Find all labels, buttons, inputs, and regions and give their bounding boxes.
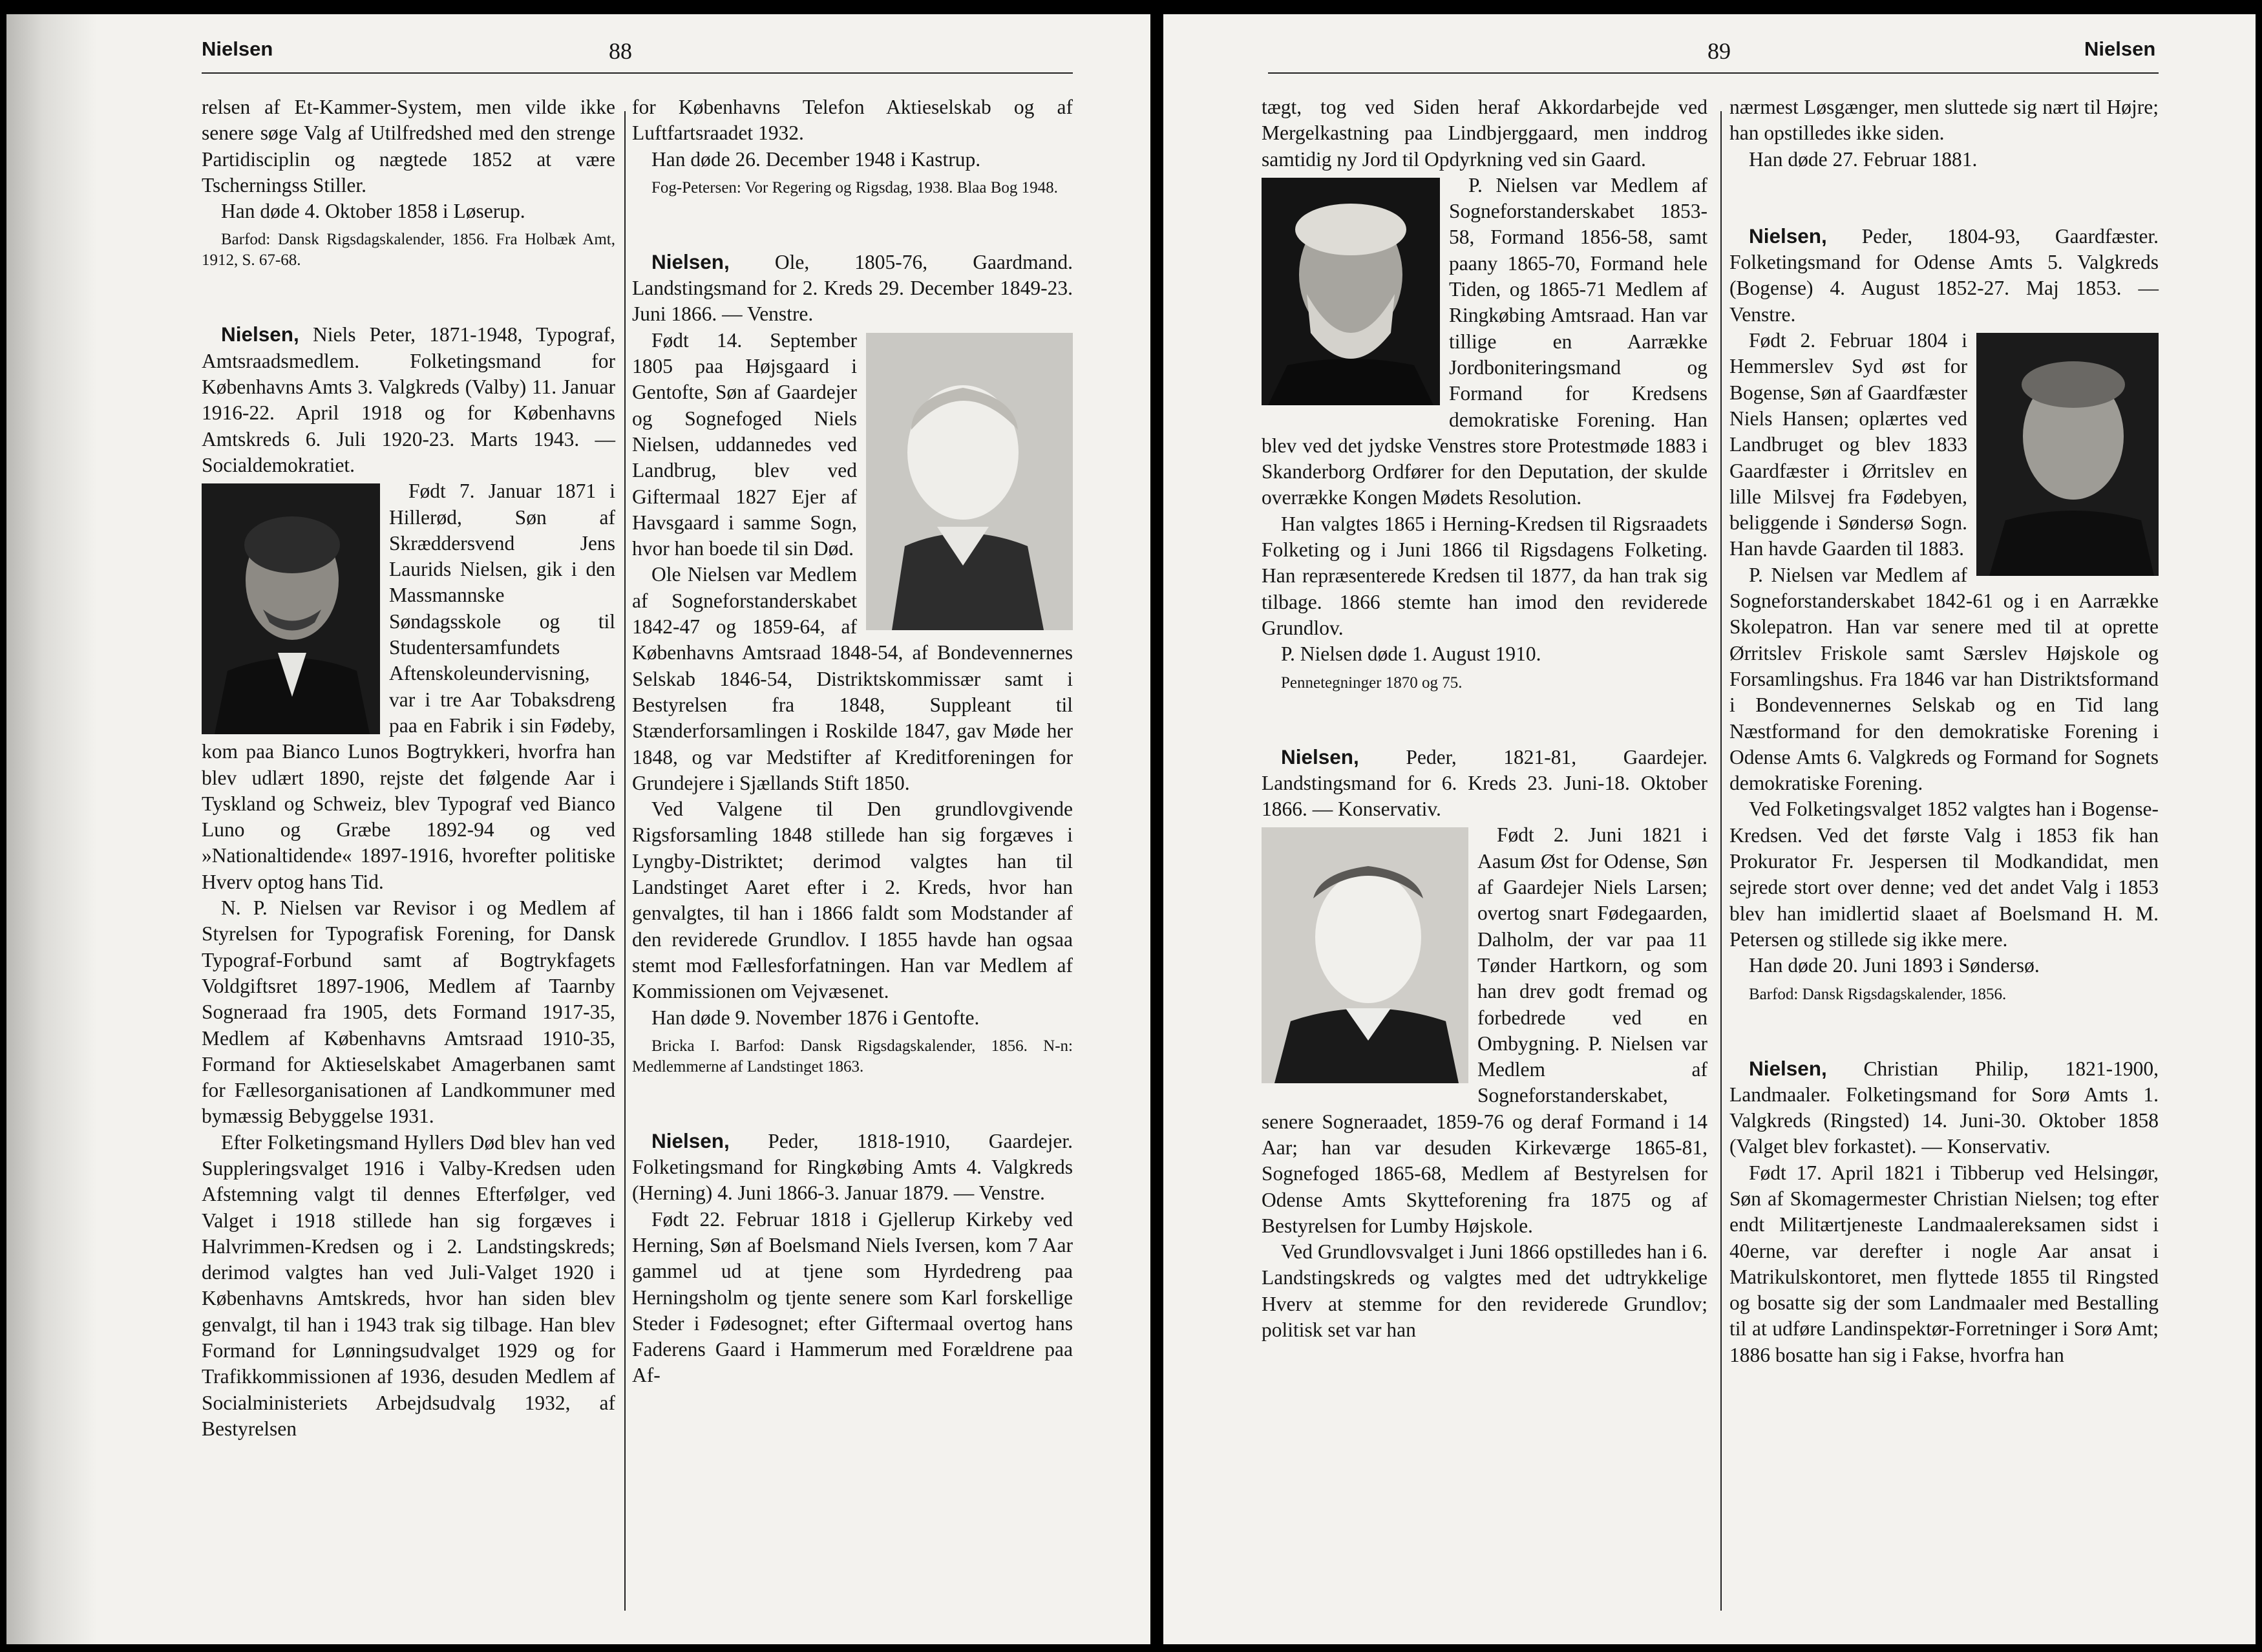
left-column-2 <box>632 94 1073 1389</box>
entry-heading: Nielsen, Christian Philip, 1821-1900, Landmaaler. Folketingsmand for Sorø Amts 1. Valgkreds (Ringsted) 14. Juni-30. Oktober 1858 (Valget blev forkastet). — Konservativ. <box>1729 1056 2159 1158</box>
entry-name: Nielsen, <box>1749 224 1827 248</box>
header-rule <box>1268 72 2159 74</box>
paragraph: Født 14. September 1805 paa Højsgaard i Gentofte, Søn af Gaardejer og Sognefoged Niels Nielsen, uddannedes ved Landbrug, blev ved Giftermaal 1827 Ejer af Havsgaard i samme Sogn, hvor han boede til sin Død. <box>632 328 857 560</box>
header-rule <box>202 72 1073 74</box>
portrait-peder-nielsen-1818 <box>1262 178 1440 405</box>
paragraph: Han døde 27. Februar 1881. <box>1749 147 1978 171</box>
portrait-peder-nielsen-1804 <box>1976 333 2159 576</box>
left-column-1 <box>202 94 615 1442</box>
running-header-name: Nielsen <box>2084 37 2156 60</box>
paragraph: P. Nielsen døde 1. August 1910. <box>1281 642 1541 666</box>
entry-name: Nielsen, <box>651 1128 730 1152</box>
paragraph: Han valgtes 1865 i Herning-Kredsen til Rigsraadets Folketing og i Juni 1866 til Rigsdagens Folketing. Han repræsenterede Kredsen til 1877, da han trak sig tilbage. 1866 stemte han imod den reviderede Grundlov. <box>1262 512 1707 639</box>
entry-heading: Nielsen, Peder, 1821-81, Gaardejer. Landstingsmand for 6. Kreds 23. Juni-18. Oktober 1866. — Konservativ. <box>1262 745 1707 821</box>
paragraph: Ved Folketingsvalget 1852 valgtes han i Bogense-Kredsen. Ved det første Valg i 1853 fik han Prokurator Fr. Jespersen til Modkandidat, men sejrede stort over denne; ved det andet Valg i 1853 blev han imidlertid slaaet af Boelsmand H. M. Petersen og stillede sig ikke mere. <box>1729 798 2159 951</box>
column-rule <box>1720 111 1722 1611</box>
paragraph: Ved Grundlovsvalget i Juni 1866 opstilledes han i 6. Landstingskreds og valgtes med det udtrykkelige Hverv at stemme for den reviderede Grundlov; politisk set var han <box>1262 1240 1707 1342</box>
column-rule <box>624 111 626 1611</box>
right-column-1 <box>1262 94 1707 1343</box>
source-note: Barfod: Dansk Rigsdagskalender, 1856. Fra Holbæk Amt, 1912, S. 67-68. <box>202 231 615 270</box>
paragraph: Han døde 9. November 1876 i Gentofte. <box>651 1006 980 1029</box>
paragraph: Født 22. Februar 1818 i Gjellerup Kirkeby ved Herning, Søn af Boelsmand Niels Iversen, kom 7 Aar gammel ud at tjene som Hyrdedreng paa Herningsholm og tjente senere som Karl forskellige Steder i Fødesognet; efter Giftermaal overtog hans Faderens Gaard i Hammerum med Forældrene paa Af- <box>632 1207 1073 1387</box>
paragraph: nærmest Løsgænger, men sluttede sig nært til Højre; han opstilledes ikke siden. <box>1729 96 2159 145</box>
source-note: Pennetegninger 1870 og 75. <box>1281 673 1463 692</box>
paragraph: for Københavns Telefon Aktieselskab og af Luftfartsraadet 1932. <box>632 96 1073 145</box>
paragraph: Han døde 20. Juni 1893 i Søndersø. <box>1749 954 2040 977</box>
portrait-peder-nielsen-1821 <box>1262 827 1468 1083</box>
paragraph: Født 17. April 1821 i Tibberup ved Helsingør, Søn af Skomagermester Christian Nielsen; tog efter endt Militærtjeneste Landmaalereksamen sidst i 40erne, var derefter i nogle Aar ansat i Matrikulskontoret, men flyttede 1855 til Ringsted og bosatte sig der som Landmaaler med Bestalling til at udføre Landinspektør-Forretninger i Sorø Amt; 1886 bosatte han sig i Fakse, hvorfra han <box>1729 1161 2159 1366</box>
paragraph: N. P. Nielsen var Revisor i og Medlem af Styrelsen for Typografisk Forening, for Dansk Typograf-Forbund samt af Bogtrykfagets Voldgiftsret 1897-1906, Medlem af Taarnby Sogneraad fra 1905, dets Formand 1917-35, Medlem af Københavns Amtsraad 1910-35, Formand for Aktieselskabet Amagerbanen samt for Fællesorganisationen af Landkommuner med bymæssig Bebyggelse 1931. <box>202 896 615 1128</box>
paragraph: P. Nielsen var Medlem af Sogneforstanderskabet 1853-58, Formand 1856-58, samt paany 1865-70, Formand hele Tiden, og 1865-71 Medlem af Ringkøbing Amtsraad. Han var tillige en Aarrække Jordboniteringsmand og Formand for Kredsens demokratiske Forening. Han blev ved det jydske Venstres store Protestmøde 1883 i Skanderborg Ordfører for den Deputation, der skulde overrække Kongen Mødets Resolution. <box>1262 173 1707 509</box>
source-note: Fog-Petersen: Vor Regering og Rigsdag, 1938. Blaa Bog 1948. <box>651 178 1058 196</box>
page-number: 88 <box>609 38 632 64</box>
paragraph: Født 2. Juni 1821 i Aasum Øst for Odense, Søn af Gaardejer Niels Larsen; overtog snart Fødegaarden, Dalholm, der var paa 11 Tønder Hartkorn, og som han drev godt fremad og forbedrede ved en Ombygning. P. Nielsen var Medlem af Sogneforstanderskabet, senere Sogneraadet, 1859-76 og deraf Formand i 14 Aar; han var desuden Kirkeværge 1865-81, Sognefoged 1865-68, Medlem af Bestyrelsen for Odense Amts Skytteforening fra 1875 og af Bestyrelsen for Lumby Højskole. <box>1262 823 1707 1237</box>
page-gutter-shadow <box>6 14 97 1644</box>
entry-name: Nielsen, <box>1749 1056 1827 1080</box>
running-header-name: Nielsen <box>202 37 273 60</box>
page-number: 89 <box>1707 38 1731 64</box>
entry-heading: Nielsen, Ole, 1805-76, Gaardmand. Landstingsmand for 2. Kreds 29. December 1849-23. Juni 1866. — Venstre. <box>632 249 1073 326</box>
entry-heading: Nielsen, Peder, 1804-93, Gaardfæster. Folketingsmand for Odense Amts 5. Valgkreds (Bogense) 4. August 1852-27. Maj 1853. — Venstre. <box>1729 224 2159 326</box>
paragraph: Ole Nielsen var Medlem af Sogneforstanderskabet 1842-47 og 1859-64, af Københavns Amtsraad 1848-54, af Bondevennernes Selskab 1846-54, Distriktskommissær samt i Bestyrelsen fra 1848, Suppleant til Stænderforsamlingen i Roskilde 1847, gav Møde her 1848, og var Medstifter af Kreditforeningen for Grundejere i Sjællands Stift 1850. <box>632 563 1073 794</box>
paragraph: Ved Valgene til Den grundlovgivende Rigsforsamling 1848 stillede han sig forgæves i Lyngby-Distriktet; derimod valgtes han til Landstinget Aaret efter i 2. Kreds, hvor han genvalgtes, til han i 1866 faldt som Modstander af den reviderede Grundlov. I 1855 havde han ogsaa stemt mod Fællesforfatningen. Han var Medlem af Kommissionen om Vejvæsenet. <box>632 798 1073 1003</box>
entry-name: Nielsen, <box>221 323 299 346</box>
paragraph: Han døde 4. Oktober 1858 i Løserup. <box>221 200 525 223</box>
portrait-ole-nielsen <box>866 333 1073 630</box>
source-note: Bricka I. Barfod: Dansk Rigsdagskalender, 1856. N-n: Medlemmerne af Landstinget 1863. <box>632 1037 1073 1075</box>
paragraph: Født 7. Januar 1871 i Hillerød, Søn af Skræddersvend Jens Laurids Nielsen, gik i den Massmannske Søndagsskole og til Studentersamfundets Aftenskoleundervisning, var i tre Aar Tobaksdreng paa en Fabrik i sin Fødeby, kom paa Bianco Lunos Bogtrykkeri, hvorfra han blev udlært 1890, rejste det følgende Aar i Tyskland og Schweiz, blev Typograf ved Bianco Luno og Græbe 1892-94 og ved »Nationaltidende« 1897-1916, hvorefter politiske Hverv optog hans Tid. <box>202 480 615 893</box>
left-page <box>6 14 1150 1644</box>
entry-heading: Nielsen, Niels Peter, 1871-1948, Typograf, Amtsraadsmedlem. Folketingsmand for Københavns Amts 3. Valgkreds (Valby) 11. Januar 1916-22. April 1918 og for Københavns Amtskreds 6. Juli 1920-23. Marts 1943. — Socialdemokratiet. <box>202 323 615 476</box>
paragraph: relsen af Et-Kammer-System, men vilde ikke senere søge Valg af Utilfredshed med den strenge Partidisciplin og nægtede 1852 at være Tscherningss Stiller. <box>202 96 615 196</box>
entry-name: Nielsen, <box>651 249 730 273</box>
paragraph: Han døde 26. December 1948 i Kastrup. <box>651 147 981 171</box>
source-note: Barfod: Dansk Rigsdagskalender, 1856. <box>1749 985 2007 1003</box>
right-column-2 <box>1729 94 2159 1368</box>
right-page <box>1163 14 2256 1644</box>
portrait-niels-peter-nielsen <box>202 483 380 734</box>
entry-name: Nielsen, <box>1281 745 1359 768</box>
entry-heading: Nielsen, Peder, 1818-1910, Gaardejer. Folketingsmand for Ringkøbing Amts 4. Valgkreds (Herning) 4. Juni 1866-3. Januar 1879. — Venstre. <box>632 1128 1073 1205</box>
paragraph: Efter Folketingsmand Hyllers Død blev han ved Suppleringsvalget 1916 i Valby-Kredsen uden Afstemning valgt til dennes Efterfølger, ved Valget i 1918 stillede han sig forgæves i Halvrimmen-Kredsen og i 2. Landstingskreds; derimod valgtes han ved Juli-Valget 1920 i Københavns Amtskreds, hvor han siden blev genvalgt, til han i 1943 trak sig tilbage. Han blev Formand for Lønningsudvalget 1929 og for Trafikkommissionen af 1936, desuden Medlem af Socialministeriets Arbejdsudvalg 1932, af Bestyrelsen <box>202 1130 615 1440</box>
paragraph: Født 2. Februar 1804 i Hemmerslev Syd øst for Bogense, Søn af Gaardfæster Niels Hansen; oplærtes ved Landbruget og blev 1833 Gaardfæster i Ørritslev en lille Milsvej fra Fødebyen, beliggende i Søndersø Sogn. Han havde Gaarden til 1883. <box>1729 329 1967 560</box>
paragraph: tægt, tog ved Siden heraf Akkordarbejde ved Mergelkastning paa Lindbjerggaard, men inddrog samtidig ny Jord til Opdyrkning ved sin Gaard. <box>1262 96 1707 171</box>
paragraph: P. Nielsen var Medlem af Sogneforstanderskabet 1842-61 og i en Aarrække Skolepatron. Han var senere med til at oprette Ørritslev Friskole samt Særslev Højskole og Forsamlingshus. Fra 1846 var han Distriktsformand i Bondevennernes Selskab og en Tid lang Næstformand for den demokratiske Forening i Odense Amts 6. Valgkreds og Formand for Sognets demokratiske Forening. <box>1729 563 2159 795</box>
